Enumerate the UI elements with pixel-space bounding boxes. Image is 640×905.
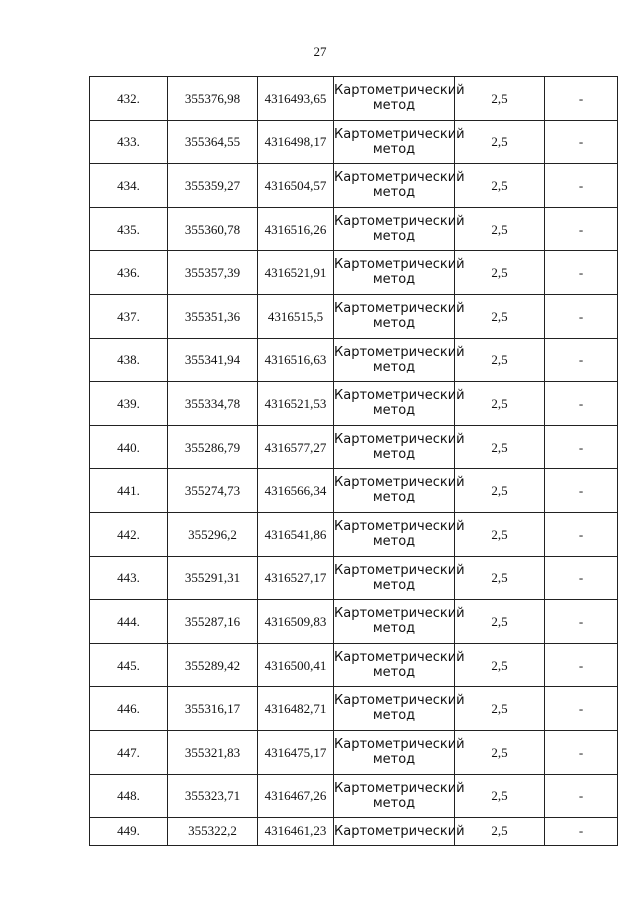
note-cell: -: [545, 774, 618, 818]
y-coordinate-cell: 4316475,17: [258, 730, 334, 774]
table-row: [90, 338, 618, 382]
point-number-cell: 442.: [90, 512, 168, 556]
accuracy-cell: 2,5: [455, 687, 545, 731]
y-coordinate-cell: 4316493,65: [258, 77, 334, 121]
method-cell: [334, 164, 465, 208]
accuracy-cell: 2,5: [455, 338, 545, 382]
point-number-cell: 439.: [90, 382, 168, 426]
accuracy-cell: 2,5: [455, 120, 545, 164]
y-coordinate-cell: 4316577,27: [258, 425, 334, 469]
note-cell: -: [545, 556, 618, 600]
method-cell: [334, 469, 465, 513]
y-coordinate-cell: 4316515,5: [258, 294, 334, 338]
point-number-cell: 434.: [90, 164, 168, 208]
point-number-cell: 443.: [90, 556, 168, 600]
x-coordinate-cell: 355286,79: [168, 425, 258, 469]
point-number-cell: 447.: [90, 730, 168, 774]
note-cell: -: [545, 425, 618, 469]
method-line-1: Картометрический: [334, 649, 465, 665]
accuracy-cell: 2,5: [455, 818, 545, 846]
point-number-cell: 445.: [90, 643, 168, 687]
method-line-2: метод: [372, 621, 416, 637]
x-coordinate-cell: 355323,71: [168, 774, 258, 818]
y-coordinate-cell: 4316527,17: [258, 556, 334, 600]
method-line-1: Картометрический: [334, 213, 465, 229]
method-line-2: метод: [372, 490, 416, 506]
point-number-cell: 440.: [90, 425, 168, 469]
method-cell: [334, 77, 465, 121]
note-cell: -: [545, 818, 618, 846]
method-line-1: Картометрический: [334, 257, 465, 273]
note-cell: -: [545, 643, 618, 687]
method-line-1: Картометрический: [334, 736, 465, 752]
table-row: [90, 120, 618, 164]
method-cell: [334, 512, 465, 556]
method-line-2: метод: [372, 359, 416, 375]
method-line-2: метод: [372, 272, 416, 288]
method-line-2: метод: [372, 446, 416, 462]
y-coordinate-cell: 4316541,86: [258, 512, 334, 556]
method-line-1: Картометрический: [334, 780, 465, 796]
x-coordinate-cell: 355321,83: [168, 730, 258, 774]
note-cell: -: [545, 512, 618, 556]
method-line-1: Картометрический: [334, 606, 465, 622]
table-row: [90, 730, 618, 774]
method-line-1: Картометрический: [334, 475, 465, 491]
x-coordinate-cell: 355334,78: [168, 382, 258, 426]
x-coordinate-cell: 355287,16: [168, 600, 258, 644]
method-cell: [334, 207, 465, 251]
note-cell: -: [545, 600, 618, 644]
coordinates-table-body: [90, 77, 618, 846]
accuracy-cell: 2,5: [455, 556, 545, 600]
method-cell: [334, 600, 465, 644]
y-coordinate-cell: 4316461,23: [258, 818, 334, 846]
table-row: [90, 164, 618, 208]
method-line-2: метод: [372, 708, 416, 724]
accuracy-cell: 2,5: [455, 164, 545, 208]
method-cell: [334, 338, 465, 382]
method-cell: [334, 556, 465, 600]
x-coordinate-cell: 355274,73: [168, 469, 258, 513]
method-cell: [334, 643, 465, 687]
point-number-cell: 436.: [90, 251, 168, 295]
y-coordinate-cell: 4316509,83: [258, 600, 334, 644]
y-coordinate-cell: 4316566,34: [258, 469, 334, 513]
method-line-1: Картометрический: [334, 126, 465, 142]
table-row: [90, 774, 618, 818]
point-number-cell: 433.: [90, 120, 168, 164]
table-row: [90, 643, 618, 687]
accuracy-cell: 2,5: [455, 251, 545, 295]
method-cell: [334, 120, 465, 164]
y-coordinate-cell: 4316504,57: [258, 164, 334, 208]
y-coordinate-cell: 4316521,91: [258, 251, 334, 295]
x-coordinate-cell: 355376,98: [168, 77, 258, 121]
method-line-2: метод: [372, 664, 416, 680]
note-cell: -: [545, 687, 618, 731]
accuracy-cell: 2,5: [455, 382, 545, 426]
method-line-1: Картометрический: [334, 431, 465, 447]
point-number-cell: 438.: [90, 338, 168, 382]
point-number-cell: 435.: [90, 207, 168, 251]
table-row: [90, 425, 618, 469]
x-coordinate-cell: 355322,2: [168, 818, 258, 846]
method-cell: [334, 251, 465, 295]
y-coordinate-cell: 4316498,17: [258, 120, 334, 164]
accuracy-cell: 2,5: [455, 469, 545, 513]
table-row: [90, 251, 618, 295]
method-line-2: метод: [372, 577, 416, 593]
y-coordinate-cell: 4316482,71: [258, 687, 334, 731]
y-coordinate-cell: 4316516,26: [258, 207, 334, 251]
point-number-cell: 444.: [90, 600, 168, 644]
note-cell: -: [545, 338, 618, 382]
table-row: [90, 469, 618, 513]
x-coordinate-cell: 355364,55: [168, 120, 258, 164]
table-row: [90, 512, 618, 556]
method-line-2: метод: [372, 98, 416, 113]
method-line-2: метод: [372, 403, 416, 419]
method-line-2: метод: [372, 315, 416, 331]
method-cell: [334, 294, 465, 338]
note-cell: -: [545, 164, 618, 208]
point-number-cell: 437.: [90, 294, 168, 338]
accuracy-cell: 2,5: [455, 77, 545, 121]
method-cell: [334, 774, 465, 818]
table-row: [90, 77, 618, 121]
note-cell: -: [545, 294, 618, 338]
accuracy-cell: 2,5: [455, 643, 545, 687]
method-line-1: Картометрический: [334, 388, 465, 404]
table-row: [90, 556, 618, 600]
y-coordinate-cell: 4316467,26: [258, 774, 334, 818]
method-line-1: Картометрический: [334, 562, 465, 578]
x-coordinate-cell: 355359,27: [168, 164, 258, 208]
method-cell: [334, 382, 465, 426]
point-number-cell: 432.: [90, 77, 168, 121]
point-number-cell: 441.: [90, 469, 168, 513]
method-line-1: Картометрический: [334, 300, 465, 316]
accuracy-cell: 2,5: [455, 294, 545, 338]
table-row: [90, 600, 618, 644]
note-cell: -: [545, 77, 618, 121]
page-number: 27: [313, 44, 327, 59]
x-coordinate-cell: 355360,78: [168, 207, 258, 251]
method-line-1: Картометрический: [334, 518, 465, 534]
x-coordinate-cell: 355316,17: [168, 687, 258, 731]
method-line-2: метод: [372, 228, 416, 244]
table-row: [90, 207, 618, 251]
note-cell: -: [545, 207, 618, 251]
table-row: [90, 382, 618, 426]
method-line-1: Картометрический: [334, 83, 465, 98]
method-line-1: Картометрический: [334, 693, 465, 709]
x-coordinate-cell: 355291,31: [168, 556, 258, 600]
note-cell: -: [545, 120, 618, 164]
accuracy-cell: 2,5: [455, 425, 545, 469]
x-coordinate-cell: 355289,42: [168, 643, 258, 687]
note-cell: -: [545, 251, 618, 295]
point-number-cell: 449.: [90, 818, 168, 846]
method-cell: [334, 730, 465, 774]
table-row: [90, 294, 618, 338]
method-line-2: метод: [372, 185, 416, 201]
method-cell: [334, 687, 465, 731]
method-cell: [334, 818, 465, 846]
coordinates-table: [89, 76, 618, 846]
point-number-cell: 446.: [90, 687, 168, 731]
accuracy-cell: 2,5: [455, 774, 545, 818]
table-row: [90, 687, 618, 731]
note-cell: -: [545, 469, 618, 513]
accuracy-cell: 2,5: [455, 600, 545, 644]
method-line-2: метод: [372, 141, 416, 157]
point-number-cell: 448.: [90, 774, 168, 818]
method-line-1: Картометрический: [334, 824, 465, 840]
y-coordinate-cell: 4316521,53: [258, 382, 334, 426]
note-cell: -: [545, 382, 618, 426]
accuracy-cell: 2,5: [455, 730, 545, 774]
method-line-2: метод: [372, 533, 416, 549]
y-coordinate-cell: 4316516,63: [258, 338, 334, 382]
note-cell: -: [545, 730, 618, 774]
x-coordinate-cell: 355341,94: [168, 338, 258, 382]
method-line-1: Картометрический: [334, 344, 465, 360]
y-coordinate-cell: 4316500,41: [258, 643, 334, 687]
accuracy-cell: 2,5: [455, 512, 545, 556]
method-cell: [334, 425, 465, 469]
method-line-2: метод: [372, 795, 416, 811]
x-coordinate-cell: 355296,2: [168, 512, 258, 556]
x-coordinate-cell: 355357,39: [168, 251, 258, 295]
method-line-2: метод: [372, 751, 416, 767]
accuracy-cell: 2,5: [455, 207, 545, 251]
table-row: [90, 818, 618, 846]
method-line-1: Картометрический: [334, 170, 465, 186]
x-coordinate-cell: 355351,36: [168, 294, 258, 338]
